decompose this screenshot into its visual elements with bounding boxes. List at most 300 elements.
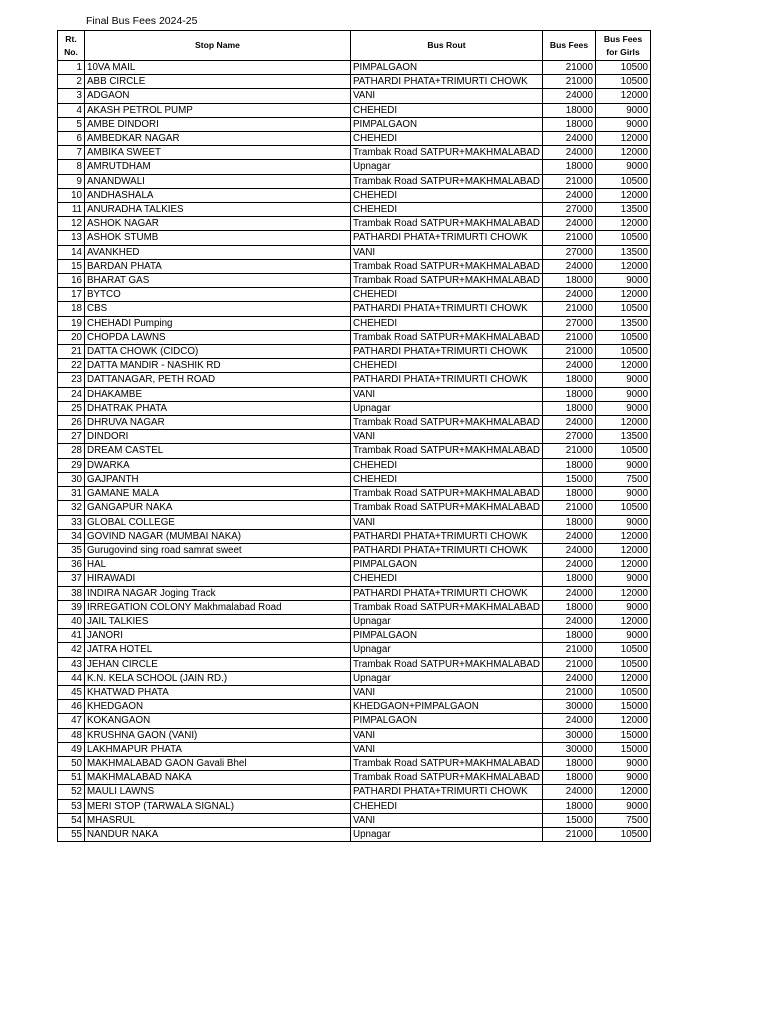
stop-name-cell: BARDAN PHATA — [85, 259, 351, 273]
girls-fees-cell: 9000 — [596, 629, 651, 643]
table-row — [58, 416, 651, 430]
stop-name-cell: HIRAWADI — [85, 572, 351, 586]
table-row — [58, 188, 651, 202]
route-number-cell: 14 — [58, 245, 85, 259]
bus-fees-cell: 18000 — [543, 401, 596, 415]
bus-fees-cell: 18000 — [543, 515, 596, 529]
stop-name-cell: CHEHADI Pumping — [85, 316, 351, 330]
bus-fees-cell: 27000 — [543, 316, 596, 330]
bus-fees-cell: 24000 — [543, 288, 596, 302]
bus-route-cell: Trambak Road SATPUR+MAKHMALABAD — [351, 600, 543, 614]
route-number-cell: 25 — [58, 401, 85, 415]
bus-fees-cell: 18000 — [543, 487, 596, 501]
table-row — [58, 117, 651, 131]
bus-route-cell: Trambak Road SATPUR+MAKHMALABAD — [351, 771, 543, 785]
girls-fees-cell: 10500 — [596, 345, 651, 359]
bus-route-cell: PATHARDI PHATA+TRIMURTI CHOWK — [351, 586, 543, 600]
route-number-cell: 33 — [58, 515, 85, 529]
route-number-cell: 48 — [58, 728, 85, 742]
bus-route-cell: CHEHEDI — [351, 472, 543, 486]
bus-fees-cell: 18000 — [543, 103, 596, 117]
girls-fees-cell: 12000 — [596, 89, 651, 103]
route-number-cell: 31 — [58, 487, 85, 501]
stop-name-cell: ABB CIRCLE — [85, 75, 351, 89]
route-number-cell: 1 — [58, 61, 85, 75]
route-number-cell: 21 — [58, 345, 85, 359]
bus-fees-cell: 24000 — [543, 188, 596, 202]
girls-fees-cell: 12000 — [596, 359, 651, 373]
table-row — [58, 387, 651, 401]
header-stop-name: Stop Name — [85, 31, 351, 61]
bus-fees-cell: 24000 — [543, 259, 596, 273]
route-number-cell: 47 — [58, 714, 85, 728]
bus-route-cell: VANI — [351, 685, 543, 699]
header-girls-fees — [596, 31, 651, 61]
bus-route-cell: CHEHEDI — [351, 103, 543, 117]
table-row — [58, 827, 651, 841]
route-number-cell: 44 — [58, 671, 85, 685]
header-girls-fees-line2: for Girls — [606, 46, 640, 57]
girls-fees-cell: 12000 — [596, 259, 651, 273]
bus-fees-cell: 27000 — [543, 203, 596, 217]
girls-fees-cell: 9000 — [596, 387, 651, 401]
girls-fees-cell: 12000 — [596, 543, 651, 557]
girls-fees-cell: 12000 — [596, 288, 651, 302]
page-title: Final Bus Fees 2024-25 — [86, 15, 198, 27]
bus-fees-cell: 18000 — [543, 274, 596, 288]
girls-fees-cell: 10500 — [596, 61, 651, 75]
route-number-cell: 8 — [58, 160, 85, 174]
table-row — [58, 75, 651, 89]
bus-fees-cell: 18000 — [543, 629, 596, 643]
stop-name-cell: JEHAN CIRCLE — [85, 657, 351, 671]
girls-fees-cell: 9000 — [596, 756, 651, 770]
route-number-cell: 3 — [58, 89, 85, 103]
bus-fees-cell: 24000 — [543, 132, 596, 146]
girls-fees-cell: 9000 — [596, 799, 651, 813]
stop-name-cell: MERI STOP (TARWALA SIGNAL) — [85, 799, 351, 813]
table-row — [58, 345, 651, 359]
stop-name-cell: ANURADHA TALKIES — [85, 203, 351, 217]
stop-name-cell: K.N. KELA SCHOOL (JAIN RD.) — [85, 671, 351, 685]
table-row — [58, 572, 651, 586]
table-row — [58, 231, 651, 245]
route-number-cell: 11 — [58, 203, 85, 217]
bus-route-cell: CHEHEDI — [351, 203, 543, 217]
route-number-cell: 43 — [58, 657, 85, 671]
table-row — [58, 89, 651, 103]
bus-fees-cell: 18000 — [543, 572, 596, 586]
bus-route-cell: Trambak Road SATPUR+MAKHMALABAD — [351, 330, 543, 344]
girls-fees-cell: 10500 — [596, 685, 651, 699]
stop-name-cell: KRUSHNA GAON (VANI) — [85, 728, 351, 742]
girls-fees-cell: 10500 — [596, 657, 651, 671]
girls-fees-cell: 7500 — [596, 472, 651, 486]
bus-fees-cell: 21000 — [543, 827, 596, 841]
route-number-cell: 26 — [58, 416, 85, 430]
girls-fees-cell: 12000 — [596, 529, 651, 543]
bus-fees-cell: 21000 — [543, 302, 596, 316]
bus-route-cell: CHEHEDI — [351, 799, 543, 813]
stop-name-cell: ANANDWALI — [85, 174, 351, 188]
bus-route-cell: Upnagar — [351, 671, 543, 685]
stop-name-cell: INDIRA NAGAR Joging Track — [85, 586, 351, 600]
girls-fees-cell: 15000 — [596, 742, 651, 756]
bus-fees-cell: 21000 — [543, 501, 596, 515]
stop-name-cell: DHRUVA NAGAR — [85, 416, 351, 430]
route-number-cell: 55 — [58, 827, 85, 841]
table-row — [58, 274, 651, 288]
bus-route-cell: PATHARDI PHATA+TRIMURTI CHOWK — [351, 529, 543, 543]
stop-name-cell: AKASH PETROL PUMP — [85, 103, 351, 117]
header-route-number-line1: Rt. — [65, 33, 77, 44]
bus-route-cell: VANI — [351, 515, 543, 529]
stop-name-cell: DHATRAK PHATA — [85, 401, 351, 415]
bus-fees-cell: 21000 — [543, 444, 596, 458]
bus-fees-cell: 24000 — [543, 671, 596, 685]
stop-name-cell: JATRA HOTEL — [85, 643, 351, 657]
bus-fees-cell: 24000 — [543, 217, 596, 231]
bus-route-cell: PATHARDI PHATA+TRIMURTI CHOWK — [351, 543, 543, 557]
stop-name-cell: DINDORI — [85, 430, 351, 444]
girls-fees-cell: 13500 — [596, 203, 651, 217]
bus-route-cell: CHEHEDI — [351, 458, 543, 472]
route-number-cell: 30 — [58, 472, 85, 486]
table-row — [58, 685, 651, 699]
bus-route-cell: PATHARDI PHATA+TRIMURTI CHOWK — [351, 785, 543, 799]
route-number-cell: 5 — [58, 117, 85, 131]
route-number-cell: 39 — [58, 600, 85, 614]
stop-name-cell: GOVIND NAGAR (MUMBAI NAKA) — [85, 529, 351, 543]
table-row — [58, 444, 651, 458]
bus-fees-cell: 24000 — [543, 785, 596, 799]
route-number-cell: 17 — [58, 288, 85, 302]
table-row — [58, 501, 651, 515]
table-row — [58, 160, 651, 174]
stop-name-cell: GLOBAL COLLEGE — [85, 515, 351, 529]
bus-route-cell: VANI — [351, 245, 543, 259]
bus-route-cell: CHEHEDI — [351, 188, 543, 202]
bus-route-cell: Trambak Road SATPUR+MAKHMALABAD — [351, 274, 543, 288]
bus-route-cell: Upnagar — [351, 160, 543, 174]
girls-fees-cell: 10500 — [596, 827, 651, 841]
table-row — [58, 458, 651, 472]
table-row — [58, 302, 651, 316]
bus-route-cell: CHEHEDI — [351, 132, 543, 146]
bus-fees-cell: 18000 — [543, 160, 596, 174]
stop-name-cell: 10VA MAIL — [85, 61, 351, 75]
bus-route-cell: PIMPALGAON — [351, 629, 543, 643]
stop-name-cell: AMBIKA SWEET — [85, 146, 351, 160]
table-row — [58, 614, 651, 628]
girls-fees-cell: 9000 — [596, 373, 651, 387]
stop-name-cell: DATTA CHOWK (CIDCO) — [85, 345, 351, 359]
route-number-cell: 2 — [58, 75, 85, 89]
table-row — [58, 714, 651, 728]
table-row — [58, 288, 651, 302]
table-row — [58, 671, 651, 685]
route-number-cell: 41 — [58, 629, 85, 643]
bus-route-cell: Upnagar — [351, 643, 543, 657]
stop-name-cell: AMRUTDHAM — [85, 160, 351, 174]
stop-name-cell: ANDHASHALA — [85, 188, 351, 202]
stop-name-cell: BHARAT GAS — [85, 274, 351, 288]
route-number-cell: 50 — [58, 756, 85, 770]
bus-fees-cell: 18000 — [543, 387, 596, 401]
table-row — [58, 657, 651, 671]
girls-fees-cell: 12000 — [596, 132, 651, 146]
bus-fees-cell: 30000 — [543, 742, 596, 756]
table-row — [58, 785, 651, 799]
table-row — [58, 430, 651, 444]
girls-fees-cell: 12000 — [596, 586, 651, 600]
table-row — [58, 316, 651, 330]
bus-fees-cell: 24000 — [543, 146, 596, 160]
girls-fees-cell: 9000 — [596, 458, 651, 472]
stop-name-cell: AVANKHED — [85, 245, 351, 259]
table-row — [58, 359, 651, 373]
bus-fees-cell: 21000 — [543, 75, 596, 89]
bus-route-cell: Upnagar — [351, 827, 543, 841]
bus-fees-cell: 18000 — [543, 117, 596, 131]
bus-fees-cell: 18000 — [543, 458, 596, 472]
route-number-cell: 38 — [58, 586, 85, 600]
bus-fees-cell: 24000 — [543, 714, 596, 728]
bus-route-cell: Trambak Road SATPUR+MAKHMALABAD — [351, 487, 543, 501]
girls-fees-cell: 10500 — [596, 231, 651, 245]
bus-fees-cell: 18000 — [543, 600, 596, 614]
bus-fees-cell: 24000 — [543, 586, 596, 600]
route-number-cell: 27 — [58, 430, 85, 444]
bus-route-cell: PATHARDI PHATA+TRIMURTI CHOWK — [351, 231, 543, 245]
route-number-cell: 45 — [58, 685, 85, 699]
route-number-cell: 13 — [58, 231, 85, 245]
girls-fees-cell: 9000 — [596, 515, 651, 529]
stop-name-cell: DREAM CASTEL — [85, 444, 351, 458]
route-number-cell: 7 — [58, 146, 85, 160]
bus-fees-cell: 24000 — [543, 416, 596, 430]
bus-route-cell: CHEHEDI — [351, 359, 543, 373]
bus-route-cell: Upnagar — [351, 401, 543, 415]
girls-fees-cell: 9000 — [596, 572, 651, 586]
bus-route-cell: VANI — [351, 742, 543, 756]
girls-fees-cell: 10500 — [596, 444, 651, 458]
bus-fees-cell: 21000 — [543, 330, 596, 344]
bus-route-cell: CHEHEDI — [351, 288, 543, 302]
route-number-cell: 10 — [58, 188, 85, 202]
table-row — [58, 728, 651, 742]
bus-route-cell: VANI — [351, 813, 543, 827]
stop-name-cell: KHEDGAON — [85, 700, 351, 714]
girls-fees-cell: 12000 — [596, 785, 651, 799]
route-number-cell: 51 — [58, 771, 85, 785]
bus-route-cell: VANI — [351, 387, 543, 401]
route-number-cell: 54 — [58, 813, 85, 827]
route-number-cell: 29 — [58, 458, 85, 472]
header-bus-route: Bus Rout — [351, 31, 543, 61]
stop-name-cell: GAJPANTH — [85, 472, 351, 486]
bus-route-cell: Trambak Road SATPUR+MAKHMALABAD — [351, 259, 543, 273]
girls-fees-cell: 9000 — [596, 160, 651, 174]
girls-fees-cell: 15000 — [596, 700, 651, 714]
girls-fees-cell: 9000 — [596, 401, 651, 415]
bus-route-cell: PIMPALGAON — [351, 558, 543, 572]
table-row — [58, 600, 651, 614]
table-row — [58, 103, 651, 117]
girls-fees-cell: 7500 — [596, 813, 651, 827]
girls-fees-cell: 13500 — [596, 245, 651, 259]
bus-fees-cell: 15000 — [543, 813, 596, 827]
route-number-cell: 16 — [58, 274, 85, 288]
table-row — [58, 401, 651, 415]
girls-fees-cell: 12000 — [596, 614, 651, 628]
bus-fees-cell: 18000 — [543, 756, 596, 770]
table-row — [58, 330, 651, 344]
bus-route-cell: PATHARDI PHATA+TRIMURTI CHOWK — [351, 373, 543, 387]
girls-fees-cell: 12000 — [596, 558, 651, 572]
girls-fees-cell: 12000 — [596, 188, 651, 202]
route-number-cell: 32 — [58, 501, 85, 515]
stop-name-cell: MHASRUL — [85, 813, 351, 827]
bus-fees-cell: 30000 — [543, 700, 596, 714]
bus-fees-cell: 21000 — [543, 345, 596, 359]
table-row — [58, 174, 651, 188]
stop-name-cell: KHATWAD PHATA — [85, 685, 351, 699]
girls-fees-cell: 10500 — [596, 75, 651, 89]
table-row — [58, 529, 651, 543]
table-row — [58, 132, 651, 146]
girls-fees-cell: 13500 — [596, 316, 651, 330]
table-row — [58, 373, 651, 387]
stop-name-cell: CBS — [85, 302, 351, 316]
route-number-cell: 18 — [58, 302, 85, 316]
stop-name-cell: ASHOK NAGAR — [85, 217, 351, 231]
table-row — [58, 643, 651, 657]
stop-name-cell: KOKANGAON — [85, 714, 351, 728]
stop-name-cell: BYTCO — [85, 288, 351, 302]
bus-fees-cell: 24000 — [543, 89, 596, 103]
table-row — [58, 515, 651, 529]
bus-fees-cell: 24000 — [543, 359, 596, 373]
route-number-cell: 34 — [58, 529, 85, 543]
bus-route-cell: VANI — [351, 89, 543, 103]
header-bus-fees: Bus Fees — [543, 31, 596, 61]
girls-fees-cell: 10500 — [596, 302, 651, 316]
table-header-row — [58, 31, 651, 61]
bus-route-cell: Trambak Road SATPUR+MAKHMALABAD — [351, 217, 543, 231]
header-route-number-line2: No. — [64, 46, 78, 57]
table-row — [58, 742, 651, 756]
stop-name-cell: DATTA MANDIR - NASHIK RD — [85, 359, 351, 373]
route-number-cell: 24 — [58, 387, 85, 401]
girls-fees-cell: 12000 — [596, 416, 651, 430]
bus-route-cell: PIMPALGAON — [351, 714, 543, 728]
bus-fees-table — [57, 30, 651, 842]
girls-fees-cell: 10500 — [596, 330, 651, 344]
bus-route-cell: Upnagar — [351, 614, 543, 628]
route-number-cell: 46 — [58, 700, 85, 714]
table-body — [58, 61, 651, 842]
bus-route-cell: PIMPALGAON — [351, 61, 543, 75]
bus-fees-cell: 27000 — [543, 245, 596, 259]
bus-route-cell: KHEDGAON+PIMPALGAON — [351, 700, 543, 714]
bus-fees-cell: 18000 — [543, 799, 596, 813]
bus-fees-cell: 24000 — [543, 614, 596, 628]
table-row — [58, 813, 651, 827]
bus-route-cell: PATHARDI PHATA+TRIMURTI CHOWK — [351, 345, 543, 359]
stop-name-cell: DATTANAGAR, PETH ROAD — [85, 373, 351, 387]
bus-fees-cell: 27000 — [543, 430, 596, 444]
table-row — [58, 771, 651, 785]
stop-name-cell: GAMANE MALA — [85, 487, 351, 501]
stop-name-cell: MAKHMALABAD GAON Gavali Bhel — [85, 756, 351, 770]
route-number-cell: 23 — [58, 373, 85, 387]
bus-route-cell: CHEHEDI — [351, 316, 543, 330]
bus-fees-cell: 18000 — [543, 373, 596, 387]
stop-name-cell: AMBE DINDORI — [85, 117, 351, 131]
stop-name-cell: CHOPDA LAWNS — [85, 330, 351, 344]
girls-fees-cell: 13500 — [596, 430, 651, 444]
bus-route-cell: Trambak Road SATPUR+MAKHMALABAD — [351, 756, 543, 770]
route-number-cell: 37 — [58, 572, 85, 586]
route-number-cell: 49 — [58, 742, 85, 756]
girls-fees-cell: 10500 — [596, 643, 651, 657]
stop-name-cell: AMBEDKAR NAGAR — [85, 132, 351, 146]
bus-fees-cell: 21000 — [543, 231, 596, 245]
route-number-cell: 19 — [58, 316, 85, 330]
route-number-cell: 35 — [58, 543, 85, 557]
girls-fees-cell: 12000 — [596, 714, 651, 728]
bus-fees-cell: 15000 — [543, 472, 596, 486]
stop-name-cell: Gurugovind sing road samrat sweet — [85, 543, 351, 557]
bus-route-cell: Trambak Road SATPUR+MAKHMALABAD — [351, 444, 543, 458]
stop-name-cell: JAIL TALKIES — [85, 614, 351, 628]
girls-fees-cell: 12000 — [596, 671, 651, 685]
stop-name-cell: DWARKA — [85, 458, 351, 472]
route-number-cell: 42 — [58, 643, 85, 657]
bus-fees-cell: 18000 — [543, 771, 596, 785]
table-row — [58, 487, 651, 501]
girls-fees-cell: 10500 — [596, 501, 651, 515]
stop-name-cell: IRREGATION COLONY Makhmalabad Road — [85, 600, 351, 614]
route-number-cell: 15 — [58, 259, 85, 273]
table-row — [58, 472, 651, 486]
stop-name-cell: LAKHMAPUR PHATA — [85, 742, 351, 756]
table-row — [58, 629, 651, 643]
bus-fees-cell: 24000 — [543, 543, 596, 557]
stop-name-cell: DHAKAMBE — [85, 387, 351, 401]
stop-name-cell: MAULI LAWNS — [85, 785, 351, 799]
stop-name-cell: MAKHMALABAD NAKA — [85, 771, 351, 785]
bus-fees-cell: 30000 — [543, 728, 596, 742]
bus-fees-cell: 24000 — [543, 529, 596, 543]
table-row — [58, 146, 651, 160]
table-row — [58, 586, 651, 600]
bus-route-cell: Trambak Road SATPUR+MAKHMALABAD — [351, 657, 543, 671]
bus-route-cell: Trambak Road SATPUR+MAKHMALABAD — [351, 174, 543, 188]
table-row — [58, 543, 651, 557]
girls-fees-cell: 9000 — [596, 274, 651, 288]
route-number-cell: 53 — [58, 799, 85, 813]
table-row — [58, 700, 651, 714]
girls-fees-cell: 9000 — [596, 117, 651, 131]
header-girls-fees-line1: Bus Fees — [603, 33, 643, 44]
route-number-cell: 40 — [58, 614, 85, 628]
route-number-cell: 52 — [58, 785, 85, 799]
stop-name-cell: ADGAON — [85, 89, 351, 103]
bus-route-cell: VANI — [351, 430, 543, 444]
stop-name-cell: GANGAPUR NAKA — [85, 501, 351, 515]
